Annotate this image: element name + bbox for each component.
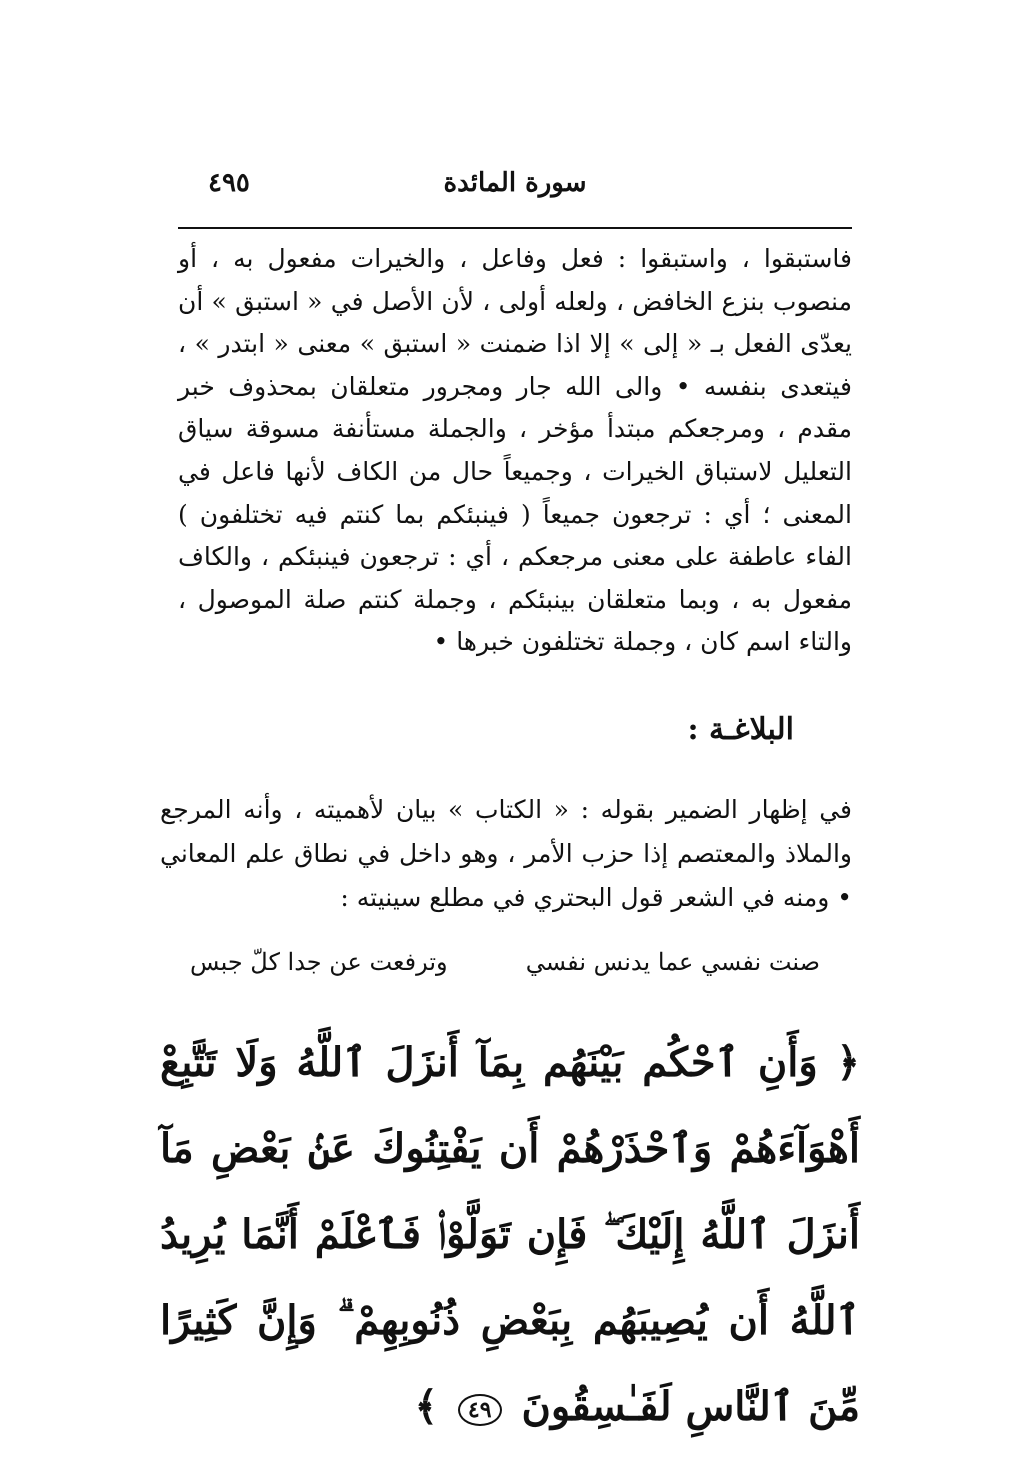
ayah-number-marker: ٤٩ [458,1394,502,1426]
balagha-heading: البلاغـة : [687,712,794,747]
running-title: سورة المائدة [443,168,587,198]
header-divider [178,227,852,229]
page-header [178,160,852,210]
page-number: ٤٩٥ [208,168,250,198]
quran-verse [160,1020,860,1450]
verse-second-hemistich: وترفعت عن جدا كلّ جبس [190,948,448,976]
verse-first-hemistich: صنت نفسي عما يدنس نفسي [525,948,820,976]
quran-text: ﴿ وَأَنِ ٱحْكُم بَيْنَهُم بِمَآ أَنزَلَ ٱللَّهُ وَلَا تَتَّبِعْ أَهْوَآءَهُمْ وَٱحْذَرْهُمْ أَن يَفْتِنُوكَ عَنۢ بَعْضِ مَآ أَنزَلَ ٱللَّهُ إِلَيْكَ ۖ فَإِن تَوَلَّوْا۟ فَٱعْلَمْ أَنَّمَا يُرِيدُ ٱللَّهُ أَن يُصِيبَهُم بِبَعْضِ ذُنُوبِهِمْ ۗ وَإِنَّ كَثِيرًا مِّنَ ٱلنَّاسِ لَفَـٰسِقُونَ [160,1039,860,1430]
quran-closing-bracket: ﴾ [414,1383,438,1430]
poetry-verse [190,948,820,992]
irab-paragraph: فاستبقوا ، واستبقوا : فعل وفاعل ، والخيرات مفعول به ، أو منصوب بنزع الخافض ، ولعله أولى ، لأن الأصل في « استبق » أن يعدّى الفعل بـ « إلى » إلا اذا ضمنت « استبق » معنى « ابتدر » ، فيتعدى بنفسه • والى الله جار ومجرور متعلقان بمحذوف خبر مقدم ، ومرجعكم مبتدأ مؤخر ، والجملة مستأنفة مسوقة سياق التعليل لاستباق الخيرات ، وجميعاً حال من الكاف لأنها فاعل في المعنى ؛ أي : ترجعون جميعاً ( فينبئكم بما كنتم فيه تختلفون ) الفاء عاطفة على معنى مرجعكم ، أي : ترجعون فينبئكم ، والكاف مفعول به ، وبما متعلقان بينبئكم ، وجملة كنتم صلة الموصول ، والتاء اسم كان ، وجملة تختلفون خبرها • [178,244,852,657]
balagha-paragraph: في إظهار الضمير بقوله : « الكتاب » بيان لأهميته ، وأنه المرجع والملاذ والمعتصم إذا حزب الأمر ، وهو داخل في نطاق علم المعاني • ومنه في الشعر قول البحتري في مطلع سينيته : [160,795,852,912]
